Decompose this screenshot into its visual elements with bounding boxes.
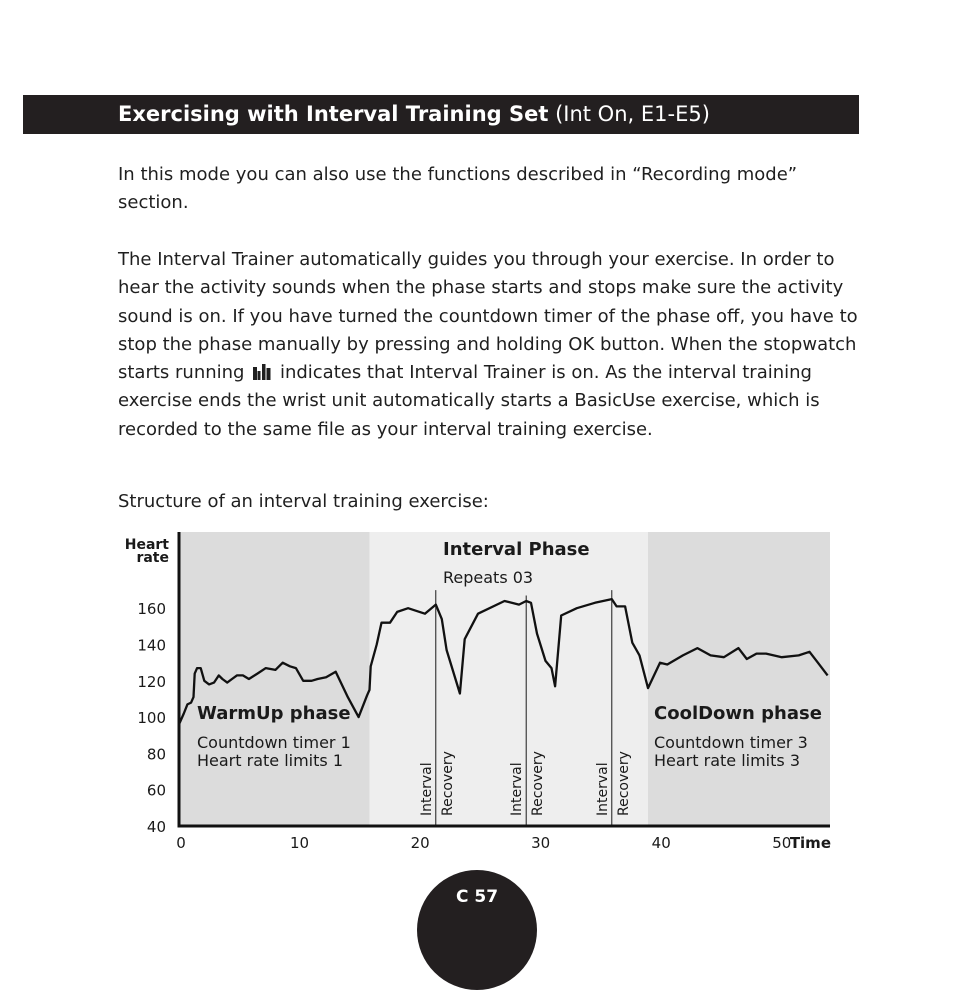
x-tick-label-40: 40	[651, 834, 671, 852]
section-title-suffix: (Int On, E1-E5)	[548, 102, 710, 126]
phase-title-2: CoolDown phase	[654, 703, 822, 724]
x-tick-label-10: 10	[290, 834, 310, 852]
x-tick-label-20: 20	[410, 834, 430, 852]
phase-title-0: WarmUp phase	[197, 703, 351, 724]
description-text-part1: The Interval Trainer automatically guides you through your exercise. In order to hear the activity sounds when the phase starts and stops make sure the activity sound is on. If you have turned the countdown timer of the phase off, you have to stop the phase manually by pressing and holding OK button. When the stopwatch starts running	[118, 249, 858, 384]
x-tick-label-30: 30	[531, 834, 551, 852]
interval-label-1: Interval	[509, 762, 526, 816]
page-number: C 57	[455, 887, 499, 907]
recovery-label-1: Recovery	[530, 751, 547, 816]
y-tick-label-80: 80	[146, 745, 166, 764]
interval-label-0: Interval	[418, 762, 435, 816]
section-title-bold: Exercising with Interval Training Set	[118, 102, 549, 126]
phase-detail-0-0: Countdown timer 1	[197, 733, 351, 752]
y-tick-label-40: 40	[146, 818, 166, 836]
phase-detail-2-1: Heart rate limits 3	[654, 751, 800, 770]
x-axis-title: Time	[789, 834, 831, 852]
interval-label-2: Interval	[594, 762, 611, 816]
chart-caption: Structure of an interval training exercise:	[118, 491, 489, 512]
phase-band-0	[179, 532, 369, 826]
phase-detail-0-1: Heart rate limits 1	[197, 751, 343, 770]
y-axis-title-line2: rate	[136, 550, 169, 566]
phase-detail-1-0: Repeats 03	[443, 568, 534, 587]
phase-band-2	[648, 532, 830, 826]
recovery-label-0: Recovery	[439, 751, 456, 816]
x-tick-label-50: 50	[772, 834, 792, 852]
x-tick-label-0: 0	[176, 834, 186, 852]
phase-title-1: Interval Phase	[443, 539, 590, 560]
phase-detail-2-0: Countdown timer 3	[654, 733, 808, 752]
intro-paragraph: In this mode you can also use the functions described in “Recording mode” section.	[118, 164, 798, 214]
y-tick-label-120: 120	[137, 672, 166, 691]
y-tick-label-140: 140	[137, 636, 166, 655]
recovery-label-2: Recovery	[615, 751, 632, 816]
y-tick-label-160: 160	[137, 600, 166, 619]
y-tick-label-100: 100	[137, 709, 166, 728]
y-tick-label-60: 60	[146, 781, 166, 800]
description-text-part2: indicates that Interval Trainer is on. As the interval training exercise ends the wrist unit automatically starts a BasicUse exercise, which is recorded to the same file as your interval training exercise.	[118, 362, 820, 440]
y-axis-title-line1: Heart	[124, 537, 169, 553]
